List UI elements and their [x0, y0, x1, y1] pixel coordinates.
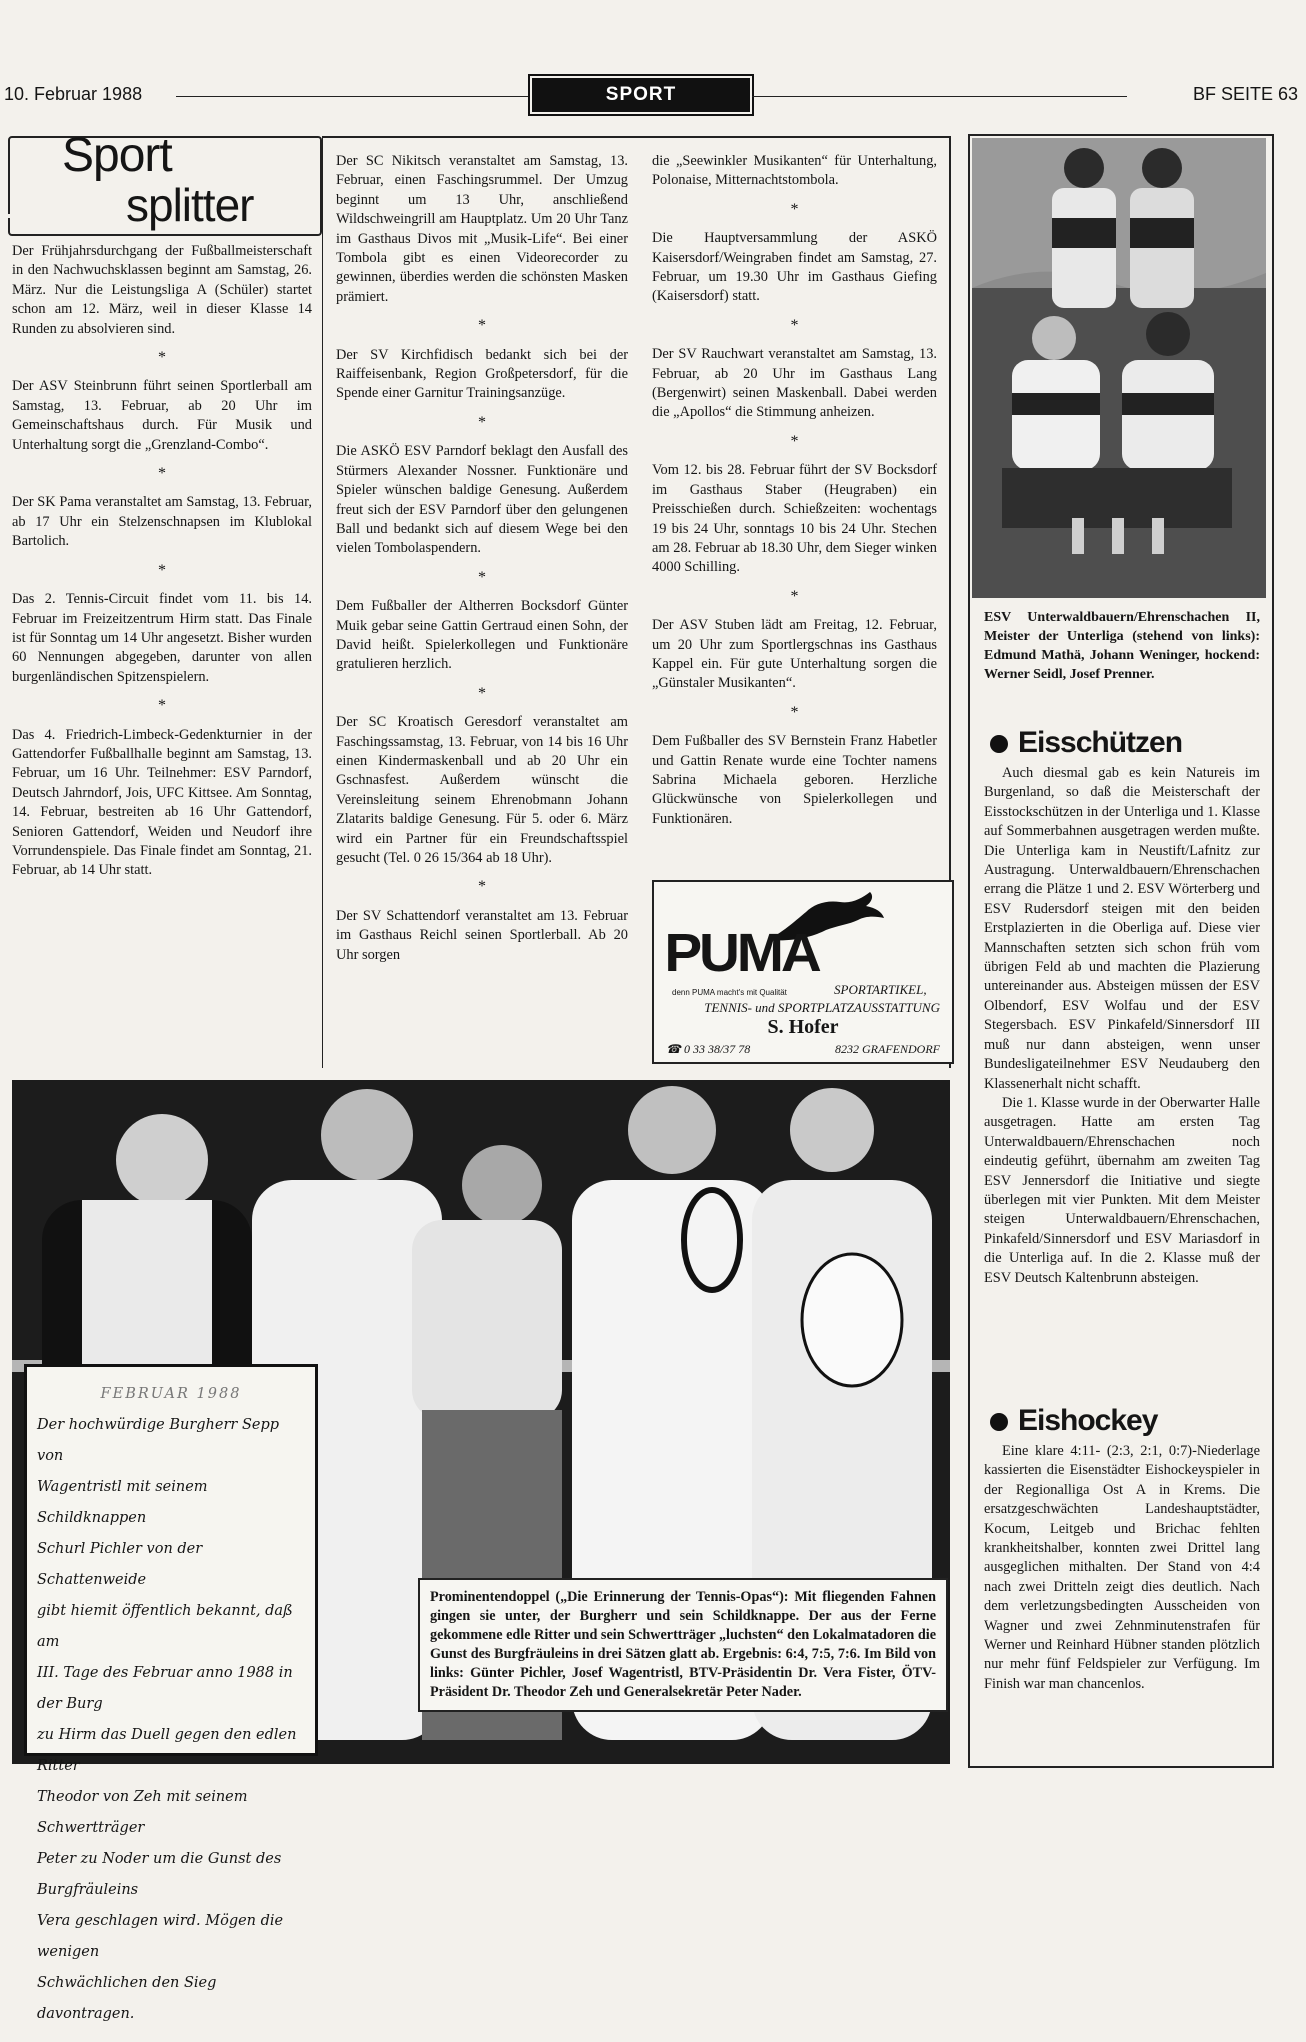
team-photo-image: [972, 138, 1266, 598]
ad-tagline: denn PUMA macht's mit Qualität: [672, 988, 787, 997]
sign-text: [27, 1367, 315, 2042]
heading-eishockey: [990, 1404, 1157, 1438]
sign-line: Peter zu Noder um die Gunst des Burgfräuleins: [37, 1851, 282, 1898]
team-photo-caption: ESV Unterwaldbauern/Ehrenschachen II, Meister der Unterliga (stehend von links): Edmund Mathä, Johann Weninger, hockend: Werner Seidl, Josef Prenner.: [984, 610, 1260, 682]
tennis-photo-caption: Prominentendoppel („Die Erinnerung der Tennis-Opas“): Mit fliegenden Fahnen gingen sie unter, der Burgherr und sein Schildknappe. Der aus der Ferne gekommene edle Ritter und sein Schwertträger „luchsten“ den Lokalmatadoren die Gunst des Burgfräuleins in drei Sätzen glatt ab. Ergebnis: 6:4, 7:5, 7:6. Im Bild von links: Günter Pichler, Josef Wagentristl, BTV-Präsidentin Dr. Vera Fister, ÖTV-Präsident Dr. Theodor Zeh und Generalsekretär Peter Nader.: [418, 1578, 948, 1712]
news-item: Das 4. Friedrich-Limbeck-Gedenkturnier in der Gattendorfer Fußballhalle beginnt am Samstag, 13. Februar, um 16 Uhr. Teilnehmer: ESV Parndorf, Deutsch Jahrndorf, Jois, UFC Kittsee. Am Sonntag, 14. Februar, bestreiten ab 16 Uhr Gattendorf, Senioren Gattendorf, Weiden und Neudorf ihre Vorrundenspiele. Das Finale findet am Sonntag, 21. Februar, ab 14 Uhr statt.: [12, 726, 312, 879]
news-item: Der SC Kroatisch Geresdorf veranstaltet am Faschingssamstag, 13. Februar, von 14 bis 16 Uhr einen Kindermaskenball und ab 20 Uhr ein Gschnasfest. Außerdem wünscht die Vereinsleitung seinem Ehrenobmann Johann Zlatarits baldige Genesung. Für 5. oder 6. März wird ein Partner für ein Freundschaftsspiel gesucht (Tel. 0 26 15/364 ab 18 Uhr).: [336, 714, 628, 866]
logo-gap: [8, 214, 140, 218]
heading-eisschuetzen: [990, 726, 1182, 760]
sign-line: zu Hirm das Duell gegen den edlen Ritter: [37, 1727, 297, 1774]
news-item: die „Seewinkler Musikanten“ für Unterhaltung, Polonaise, Mitternachtstombola.: [652, 153, 937, 189]
news-item: Der SV Schattendorf veranstaltet am 13. Februar im Gasthaus Reichl seinen Sportlerball. Ab 20 Uhr sorgen: [336, 907, 628, 963]
sign-line: III. Tage des Februar anno 1988 in der Burg: [37, 1665, 293, 1712]
separator: *: [790, 316, 799, 334]
paragraph: Eine klare 4:11- (2:3, 2:1, 0:7)-Niederlage kassierten die Eisenstädter Eishockeyspieler in der Regionalliga Ost A in Krems. Die ersatzgeschwächten Landeshauptstädter, Kocum, Leitgeb und Brichac fehlten krankheitshalber, konnten zwei Drittel lang ausgeglichen mithalten. Der Stand von 4:4 nach zwei Dritteln zeigt dies deutlich. Nach dem verletzungsbedingten Ausscheiden von Wagner und zwei Zehnminutenstrafen für Werner und Reinhard Hübner standen plötzlich nur mehr fünf Feldspieler zur Verfügung. Im Finish war man chancenlos.: [984, 1443, 1260, 1692]
heading-eisschuetzen-text: Eisschützen: [1018, 726, 1183, 759]
separator: *: [478, 568, 486, 586]
separator: *: [158, 561, 166, 579]
news-item: Der ASV Stuben lädt am Freitag, 12. Februar, um 20 Uhr zum Sportlergschnas ins Gasthaus Kappel ein. Für gute Unterhaltung sorgen die „Günstaler Musikanten“.: [652, 617, 937, 692]
news-item: Der SK Pama veranstaltet am Samstag, 13. Februar, ab 17 Uhr ein Stelzenschnapsen im Klublokal Bartolich.: [12, 494, 312, 550]
ad-owner: S. Hofer: [767, 1016, 839, 1038]
page-number: BF SEITE 63: [1192, 84, 1298, 104]
separator: *: [790, 200, 799, 218]
separator: *: [478, 317, 486, 335]
bullet-icon: [990, 1413, 1008, 1431]
news-item: Vom 12. bis 28. Februar führt der SV Bocksdorf im Gasthaus Staber (Heugraben) ein Preisschießen durch. Schießzeiten: wochentags 19 bis 24 Uhr, sonntags 10 bis 24 Uhr. Stechen am 28. Februar ab 18.30 Uhr, dem Sieger winken 4000 Schilling.: [652, 462, 937, 576]
sign-line: Vera geschlagen wird. Mögen die wenigen: [37, 1913, 284, 1960]
news-item: Dem Fußballer der Altherren Bocksdorf Günter Muik gebar seine Gattin Gertraud einen Sohn, der David heißt. Spielerkollegen und Funktionäre gratulieren herzlich.: [336, 598, 628, 673]
separator: *: [158, 349, 166, 367]
news-item: Der SC Nikitsch veranstaltet am Samstag, 13. Februar, einen Faschingsrummel. Der Umzug beginnt um 13 Uhr, anschließend Wildschweingrill am Hauptplatz. Um 20 Uhr Tanz im Gasthaus Divos mit „Musik-Life“. Bei einer Tombola gibt es einen Videorecorder zu gewinnen, überdies werden die schönsten Masken prämiert.: [336, 153, 628, 305]
news-item: Das 2. Tennis-Circuit findet vom 11. bis 14. Februar im Freizeitzentrum Hirm statt. Das Finale ist für Sonntag um 14 Uhr angesetzt. Bisher wurden 60 Nennungen abgegeben, darunter von allen burgenländischen Spitzenspielern.: [12, 591, 312, 685]
bullet-icon: [990, 735, 1008, 753]
sign-line: Theodor von Zeh mit seinem Schwertträger: [37, 1789, 248, 1836]
sign-line: Wagentristl mit seinem Schildknappen: [37, 1479, 208, 1526]
news-item: Die ASKÖ ESV Parndorf beklagt den Ausfall des Stürmers Alexander Nossner. Funktionäre und Spieler wünschen baldige Genesung. Außerdem freut sich der ESV Parndorf über den gelungenen Ball und bedankt sich auf diesem Wege bei den vielen Tombolaspendern.: [336, 443, 628, 557]
separator: *: [478, 413, 486, 431]
puma-brand: PUMA: [664, 923, 819, 983]
sign-line: Schurl Pichler von der Schattenweide: [37, 1541, 203, 1588]
header-rule-right: [752, 96, 1127, 97]
puma-advertisement: [652, 880, 954, 1064]
separator: *: [478, 878, 486, 896]
news-item: Der ASV Steinbrunn führt seinen Sportlerball am Samstag, 13. Februar, ab 20 Uhr im Gemeinschaftshaus durch. Für Musik und Unterhaltung sorgt die „Grenzland-Combo“.: [12, 378, 312, 453]
separator: *: [158, 465, 166, 483]
separator: *: [478, 684, 486, 702]
section-label-text: SPORT: [605, 84, 677, 105]
issue-date: 10. Februar 1988: [4, 84, 143, 104]
ad-phone: ☎ 0 33 38/37 78: [666, 1042, 751, 1056]
handwritten-sign: [24, 1364, 318, 2022]
news-item: Der SV Kirchfidisch bedankt sich bei der Raiffeisenbank, Region Großpetersdorf, für die Spende einer Garnitur Trainingsanzüge.: [336, 346, 628, 402]
column-logo-sport: Sport: [62, 129, 172, 182]
article-eisschuetzen: [984, 764, 1260, 1288]
article-column-1: [12, 242, 312, 881]
separator: *: [790, 587, 799, 605]
news-item: Der SV Rauchwart veranstaltet am Samstag, 13. Februar, ab 20 Uhr im Gasthaus Lang (Bergenwirt) seinen Maskenball. Dabei werden die „Apollos“ die Stimmung anheizen.: [652, 346, 937, 421]
sign-line: gibt hiemit öffentlich bekannt, daß am: [37, 1603, 293, 1650]
ad-town: 8232 GRAFENDORF: [835, 1042, 940, 1056]
column-logo-splitter: splitter: [126, 179, 254, 231]
sign-line: Schwächlichen den Sieg davontragen.: [37, 1975, 217, 2022]
article-column-3: [652, 152, 937, 829]
separator: *: [158, 697, 166, 715]
separator: *: [790, 703, 799, 721]
article-column-2: [336, 152, 628, 965]
separator: *: [790, 432, 799, 450]
ad-line1: SPORTARTIKEL,: [834, 982, 927, 997]
header-rule-left: [176, 96, 528, 97]
news-item: Der Frühjahrsdurchgang der Fußballmeisterschaft in den Nachwuchsklassen beginnt am Samstag, 26. März. Nur die Leistungsliga A (Schüler) startet schon am 12. März, weil in dieser Klasse 14 Runden zu absolvieren sind.: [12, 243, 312, 337]
team-photo: [972, 138, 1266, 598]
article-eishockey: [984, 1442, 1260, 1694]
section-label: [532, 78, 750, 112]
news-item: Dem Fußballer des SV Bernstein Franz Habetler und Gattin Renate wurde eine Tochter namens Sabrina Michaela geboren. Herzliche Glückwünsche von Spielerkollegen und Funktionären.: [652, 733, 937, 827]
ad-line2: TENNIS- und SPORTPLATZAUSSTATTUNG: [704, 1000, 940, 1015]
paragraph: Die 1. Klasse wurde in der Oberwarter Halle ausgetragen. Hatte am ersten Tag Unterwaldbauern/Ehrenschachen noch eindeutig geführt, übernahm am zweiten Tag ESV Jennersdorf die Initiative und siegte überlegen mit vier Punkten. Mit dem Meister steigen Unterwaldbauern/Ehrenschachen, Pinkafeld/Sinnersdorf und ESV Mariasdorf in die Unterliga auf. In die 2. Klasse muß der ESV Deutsch Kaltenbrunn absteigen.: [984, 1094, 1260, 1286]
heading-eishockey-text: Eishockey: [1018, 1404, 1158, 1437]
sign-line: Der hochwürdige Burgherr Sepp von: [37, 1417, 280, 1464]
news-item: Die Hauptversammlung der ASKÖ Kaisersdorf/Weingraben findet am Samstag, 27. Februar, um 19.30 Uhr im Gasthaus Giefing (Kaisersdorf) statt.: [652, 230, 937, 305]
sign-line: FEBRUAR 1988: [100, 1386, 242, 1402]
paragraph: Auch diesmal gab es kein Natureis im Burgenland, so daß die Meisterschaft der Eisstockschützen in der Unterliga und 1. Klasse auf Sommerbahnen ausgetragen werden mußte. Die Unterliga kam in Neustift/Lafnitz zur Austragung. Unterwaldbauern/Ehrenschachen errang die Plätze 1 und 2. ESV Wörterberg und ESV Rudersdorf steigen mit den beiden Erstplazierten in die Oberliga auf. Diese vier Mannschaften setzten sich schon früh vom übrigen Feld ab und machten die Plazierung untereinander aus. Absteigen müssen der ESV Olbendorf, ESV Wolfau und der ESV Stegersbach. ESV Pinkafeld/Sinnersdorf III muß nur dann absteigen, wenn unser Bundesligateilnehmer ESV Neudauberg den Klassenerhalt nicht schafft.: [984, 765, 1260, 1092]
